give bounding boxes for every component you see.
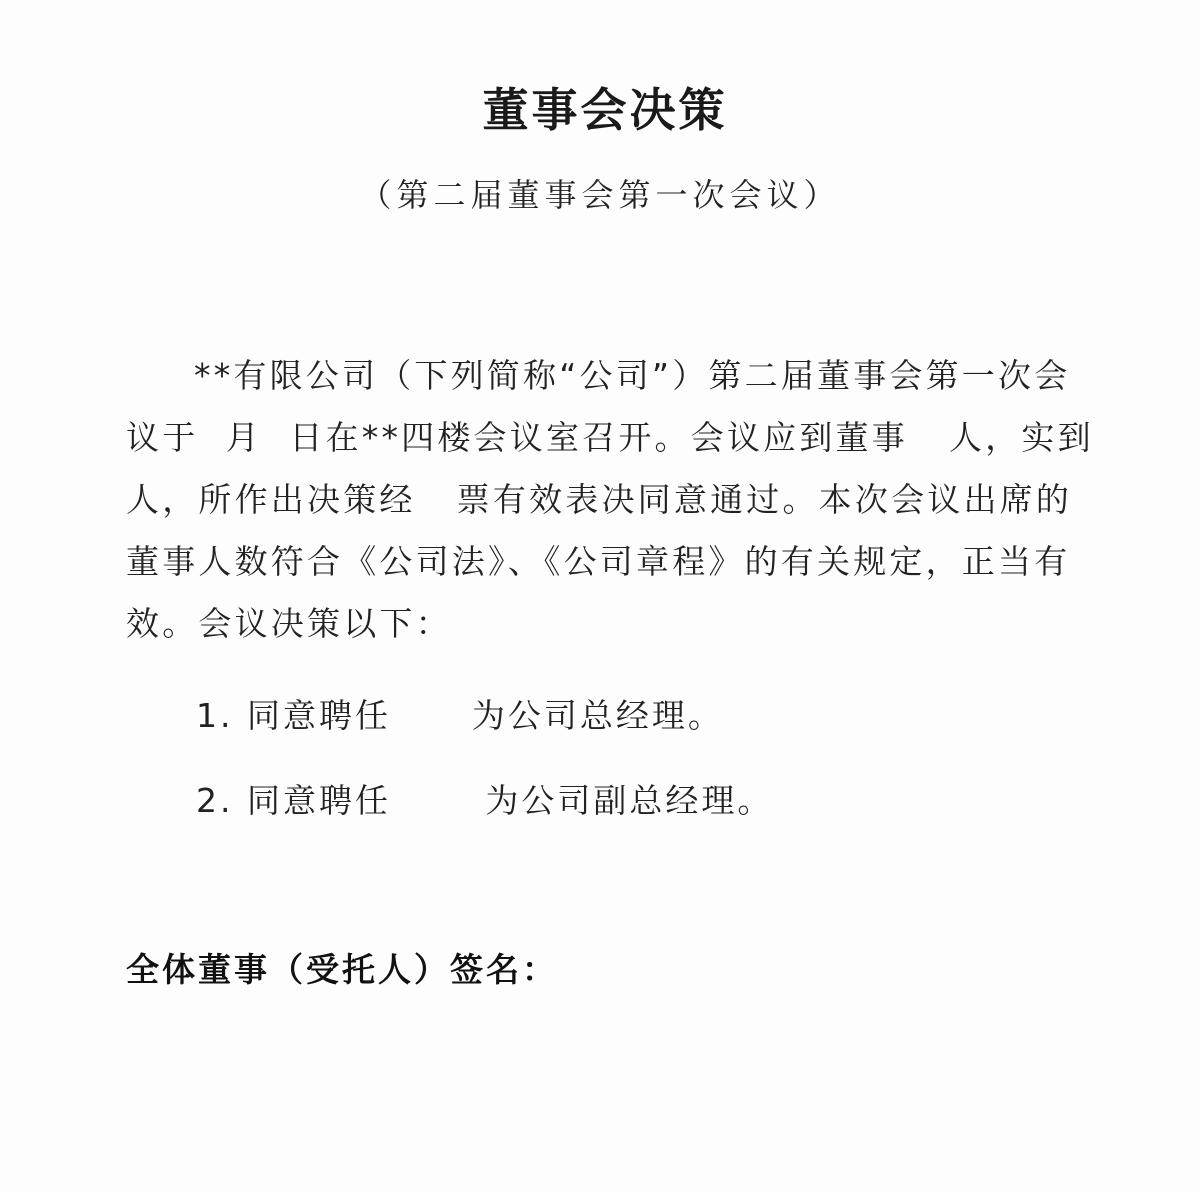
resolution-item-1: 1. 同意聘任 为公司总经理。 — [196, 696, 724, 735]
resolution-item-2: 2. 同意聘任 为公司副总经理。 — [196, 781, 774, 820]
document-subtitle: （第二届董事会第一次会议） — [359, 176, 841, 214]
document-title: 董事会决策 — [482, 83, 728, 137]
paragraph-line: 效。会议决策以下： — [126, 604, 452, 643]
paragraph-line: 议于 月 日在**四楼会议室召开。会议应到董事 人，实到 — [126, 418, 1094, 457]
signature-label: 全体董事（受托人）签名： — [126, 950, 558, 989]
paragraph-line: 人，所作出决策经 票有效表决同意通过。本次会议出席的 — [126, 480, 1073, 519]
resolution-paragraph — [126, 345, 1094, 655]
paragraph-line: 董事人数符合《公司法》、《公司章程》的有关规定，正当有 — [126, 542, 1071, 581]
paragraph-line: **有限公司（下列简称“公司”）第二届董事会第一次会 — [194, 356, 1071, 395]
